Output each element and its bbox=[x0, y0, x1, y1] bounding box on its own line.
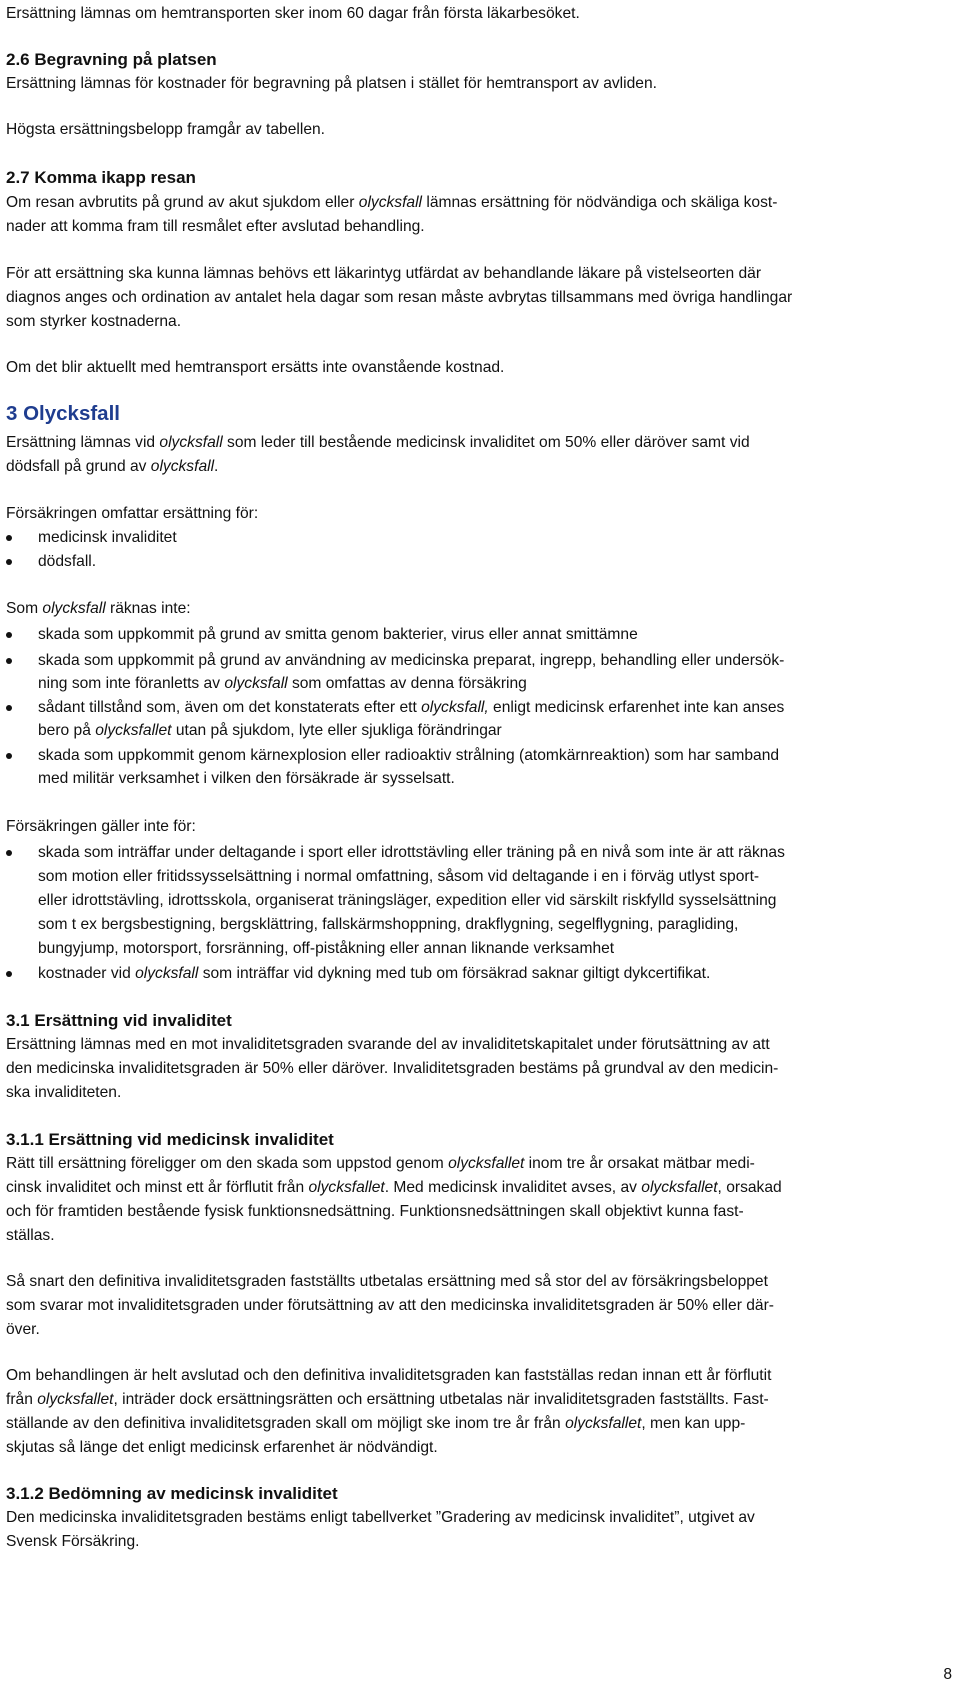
paragraph-line: Försäkringen gäller inte för: bbox=[6, 818, 196, 835]
paragraph-line: Svensk Försäkring. bbox=[6, 1533, 140, 1550]
paragraph-line: den medicinska invaliditetsgraden är 50% eller däröver. Invaliditetsgraden bestäms på grundval av den medicin- bbox=[6, 1060, 779, 1077]
heading-2-6: 2.6 Begravning på platsen bbox=[6, 50, 217, 69]
heading-3-olycksfall: 3 Olycksfall bbox=[6, 402, 120, 425]
paragraph-line: skjutas så länge det enligt medicinsk erfarenhet är nödvändigt. bbox=[6, 1439, 438, 1456]
heading-2-7: 2.7 Komma ikapp resan bbox=[6, 168, 196, 187]
heading-3-1-2: 3.1.2 Bedömning av medicinsk invaliditet bbox=[6, 1484, 338, 1503]
bullet-icon bbox=[6, 705, 12, 711]
paragraph-line: För att ersättning ska kunna lämnas behövs ett läkarintyg utfärdat av behandlande läkare på vistelseorten där bbox=[6, 265, 762, 282]
heading-3-1: 3.1 Ersättning vid invaliditet bbox=[6, 1011, 232, 1030]
paragraph-line: Ersättning lämnas vid olycksfall som leder till bestående medicinsk invaliditet om 50% eller däröver samt vid bbox=[6, 434, 750, 451]
paragraph-line: från olycksfallet, inträder dock ersättningsrätten och ersättning utbetalas när invaliditetsgraden fastställts. Fast- bbox=[6, 1391, 769, 1408]
bullet-icon bbox=[6, 753, 12, 759]
paragraph-line: Rätt till ersättning föreligger om den skada som uppstod genom olycksfallet inom tre år orsakat mätbar medi- bbox=[6, 1155, 755, 1172]
paragraph-line: ställas. bbox=[6, 1227, 55, 1244]
paragraph-line: som svarar mot invaliditetsgraden under förutsättning av att den medicinska invaliditetsgraden är 50% eller där- bbox=[6, 1297, 774, 1314]
paragraph-line: Om behandlingen är helt avslutad och den definitiva invaliditetsgraden kan fastställas redan innan ett år förflutit bbox=[6, 1367, 772, 1384]
paragraph-line: som styrker kostnaderna. bbox=[6, 313, 182, 330]
paragraph-line: Försäkringen omfattar ersättning för: bbox=[6, 505, 259, 522]
paragraph-line: ställande av den definitiva invaliditetsgraden skall om möjligt ske inom tre år från olycksfallet, men kan upp- bbox=[6, 1415, 746, 1432]
paragraph-line: Om det blir aktuellt med hemtransport ersätts inte ovanstående kostnad. bbox=[6, 359, 505, 376]
paragraph-line: nader att komma fram till resmålet efter avslutad behandling. bbox=[6, 218, 425, 235]
paragraph-line: Om resan avbrutits på grund av akut sjukdom eller olycksfall lämnas ersättning för nödvändiga och skäliga kost- bbox=[6, 194, 778, 211]
paragraph-line: cinsk invaliditet och minst ett år förflutit från olycksfallet. Med medicinsk invaliditet avses, av olycksfallet, orsakad bbox=[6, 1179, 782, 1196]
paragraph-line: över. bbox=[6, 1321, 40, 1338]
bullet-icon bbox=[6, 559, 12, 565]
paragraph-line: Den medicinska invaliditetsgraden bestäms enligt tabellverket ”Gradering av medicinsk invaliditet”, utgivet av bbox=[6, 1509, 755, 1526]
heading-3-1-1: 3.1.1 Ersättning vid medicinsk invaliditet bbox=[6, 1130, 334, 1149]
bullet-icon bbox=[6, 535, 12, 541]
bullet-icon bbox=[6, 632, 12, 638]
bullet-icon bbox=[6, 850, 12, 856]
paragraph-line: Högsta ersättningsbelopp framgår av tabellen. bbox=[6, 121, 325, 138]
page-number: 8 bbox=[943, 1666, 952, 1683]
paragraph-line: Som olycksfall räknas inte: bbox=[6, 600, 191, 617]
paragraph-line: dödsfall på grund av olycksfall. bbox=[6, 458, 219, 475]
paragraph-line: och för framtiden bestående fysisk funktionsnedsättning. Funktionsnedsättningen skall objektivt kunna fast- bbox=[6, 1203, 744, 1220]
paragraph-line: ska invaliditeten. bbox=[6, 1084, 122, 1101]
bullet-icon bbox=[6, 658, 12, 664]
bullet-icon bbox=[6, 971, 12, 977]
paragraph-transport: Ersättning lämnas om hemtransporten sker inom 60 dagar från första läkarbesöket. bbox=[6, 5, 580, 22]
paragraph-line: diagnos anges och ordination av antalet hela dagar som resan måste avbrytas tillsammans med övriga handlingar bbox=[6, 289, 793, 306]
paragraph-line: Så snart den definitiva invaliditetsgraden fastställts utbetalas ersättning med så stor del av försäkringsbeloppet bbox=[6, 1273, 768, 1290]
paragraph-line: Ersättning lämnas för kostnader för begravning på platsen i stället för hemtransport av avliden. bbox=[6, 75, 657, 92]
paragraph-line: Ersättning lämnas med en mot invaliditetsgraden svarande del av invaliditetskapitalet under förutsättning av att bbox=[6, 1036, 770, 1053]
